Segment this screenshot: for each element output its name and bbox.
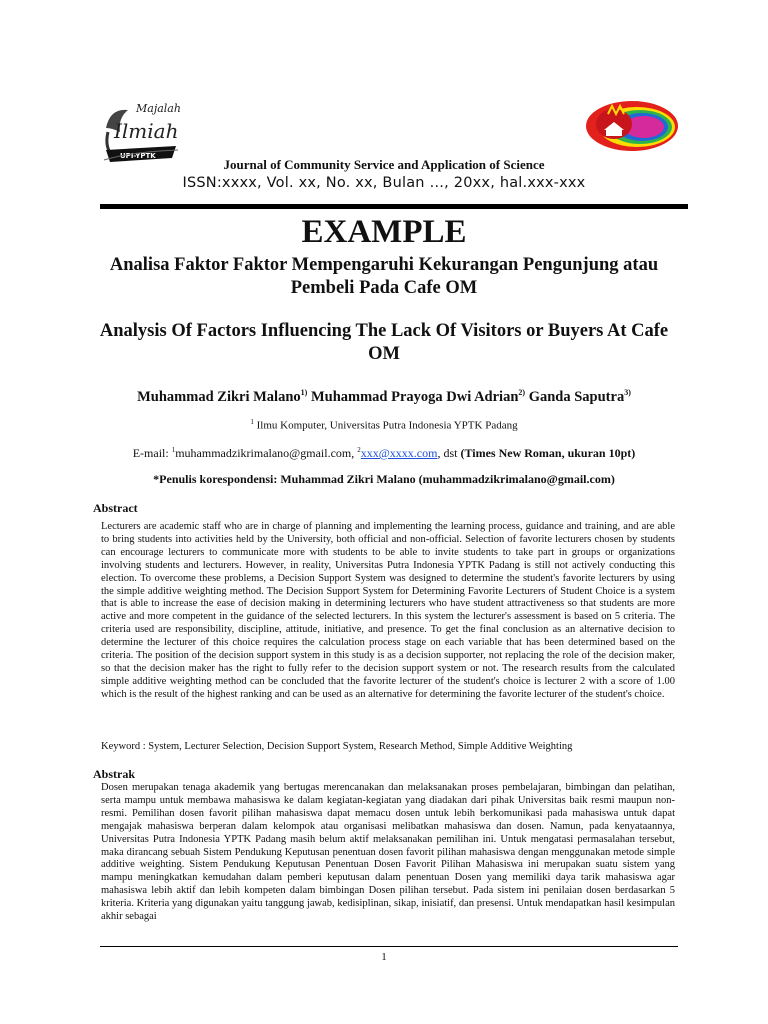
abstract-body: Lecturers are academic staff who are in charge of planning and implementing the learning process, guidance and training, and are able to bring students into activities held by the University, both official and non-official. Selection of favorite lecturers chosen by students can encourage lecturers to communicate more with students to be able to invite students to take part in groups or organizations involving students and lecturers. However, in reality, Universitas Putra Indonesia YPTK Padang is still not actively conducting this election. To overcome these problems, a Decision Support System was designed to determine the student's favorite lecturers by using the simple additive weighting method. The Decision Support System for Determining Favorite Lecturers of Student Choice is a system that is able to increase the ease of decision making in determining lecturers who have student attractiveness so that students are more active and more competent in the guidance of the selected lecturers. In this system the lecturer's assessment is based on 5 criteria. The criteria used are responsibility, discipline, attitude, initiative, and presence. To get the final conclusion as an alternative decision to determine the lecturer of this choice requires the calculation process stage on each variable that has been determined based on the criteria. The position of the decision support system in this study is as a decision supporter, not replacing the role of the decision maker, so that the decision maker has the right to fully refer to the decision support system or not. The research results from the calculated simple additive weighting method can be concluded that the favorite lecturer of the student's choice is lecturer 2 with a score of 1.00 which is the result of the highest ranking and can be used as an alternative for determining the favorite lecturer of the student's choice.	[101, 521, 675, 700]
email-prefix: E-mail:	[132, 446, 172, 460]
footer-divider	[100, 946, 678, 947]
svg-text:Majalah: Majalah	[136, 102, 181, 115]
abstract-heading: Abstract	[93, 501, 138, 515]
title-english: Analysis Of Factors Influencing The Lack Of Visitors or Buyers At Cafe OM	[99, 321, 669, 364]
author-affil-mark: 2)	[518, 388, 526, 397]
abstrak-heading: Abstrak	[93, 767, 136, 781]
email-1: muhammadzikrimalano@gmail.com,	[175, 446, 358, 460]
affil-text: Ilmu Komputer, Universitas Putra Indonesia YPTK Padang	[256, 419, 518, 432]
email-mark: 1	[171, 446, 176, 454]
page-number: 1	[381, 951, 387, 963]
page-title: EXAMPLE	[301, 214, 467, 250]
header-divider	[100, 204, 688, 209]
affil-mark: 1	[250, 418, 254, 426]
author-name: Muhammad Zikri Malano	[137, 388, 301, 405]
university-logo	[584, 92, 680, 152]
journal-name: Journal of Community Service and Application of Science	[223, 157, 545, 172]
abstrak-body: Dosen merupakan tenaga akademik yang bertugas merencanakan dan melaksanakan proses pembelajaran, bimbingan dan pelatihan, serta mampu untuk membawa mahasiswa ke dalam kegiatan-kegiatan yang diadakan dari pihak Universitas baik resmi maupun non-resmi. Pemilihan dosen favorit pilihan mahasiswa dapat memacu dosen untuk lebih berkomunikasi pada mahasiswa untuk dapat mengajak mahasiswa berperan dalam kelompok atau organisasi melibatkan mahasiswa dan dosen. Namun, pada kenyataannya, Universitas Putra Indonesia YPTK Padang masih belum aktif melaksanakan pemilihan ini. Untuk mengatasi permasalahan tersebut, maka dirancang sebuah Sistem Pendukung Keputusan penentuan dosen favorit pilihan mahasiswa dengan menggunakan metode simple additive weighting. Sistem Pendukung Keputusan Penentuan Dosen Favorit Pilihan Mahasiswa ini merupakan suatu sistem yang mampu meningkatkan kemudahan dalam pemberi keputusan dalam penentuan Dosen yang memiliki daya tarik mahasiswa agar mahasiswa lebih aktif dan lebih kompeten dalam bimbingan Dosen pilihan tersebut. Pada sistem ini penilaian dosen berdasarkan 5 kriteria. Kriteria yang digunakan yaitu tanggung jawab, kedisiplinan, sikap, inisiatif, dan presensi. Untuk mendapatkan hasil kesimpulan akhir sebagai	[101, 782, 675, 923]
svg-text:Ilmiah: Ilmiah	[114, 119, 179, 143]
affiliation	[0, 418, 768, 432]
author-affil-mark: 3)	[624, 388, 631, 397]
author-list	[0, 388, 768, 406]
keywords: Keyword : System, Lecturer Selection, Decision Support System, Research Method, Simple Additive Weighting	[101, 741, 573, 752]
author-affil-mark: 1)	[300, 388, 308, 397]
correspondence: *Penulis korespondensi: Muhammad Zikri Malano (muhammadzikrimalano@gmail.com)	[153, 472, 615, 486]
email-suffix: , dst	[437, 446, 461, 460]
issn-line: ISSN:xxxx, Vol. xx, No. xx, Bulan …, 20xx, hal.xxx-xxx	[182, 175, 586, 191]
email-line	[0, 446, 768, 461]
title-indonesian: Analisa Faktor Faktor Mempengaruhi Kekurangan Pengunjung atau Pembeli Pada Cafe OM	[109, 255, 659, 298]
majalah-ilmiah-logo	[100, 88, 182, 188]
author-name: Ganda Saputra	[528, 388, 625, 405]
svg-text:UPI-YPTK: UPI-YPTK	[120, 152, 156, 160]
email-2-link[interactable]: xxx@xxxx.com	[360, 446, 438, 460]
email-mark: 2	[357, 446, 361, 454]
email-font-note: (Times New Roman, ukuran 10pt)	[460, 446, 636, 460]
author-name: Muhammad Prayoga Dwi Adrian	[310, 388, 519, 405]
